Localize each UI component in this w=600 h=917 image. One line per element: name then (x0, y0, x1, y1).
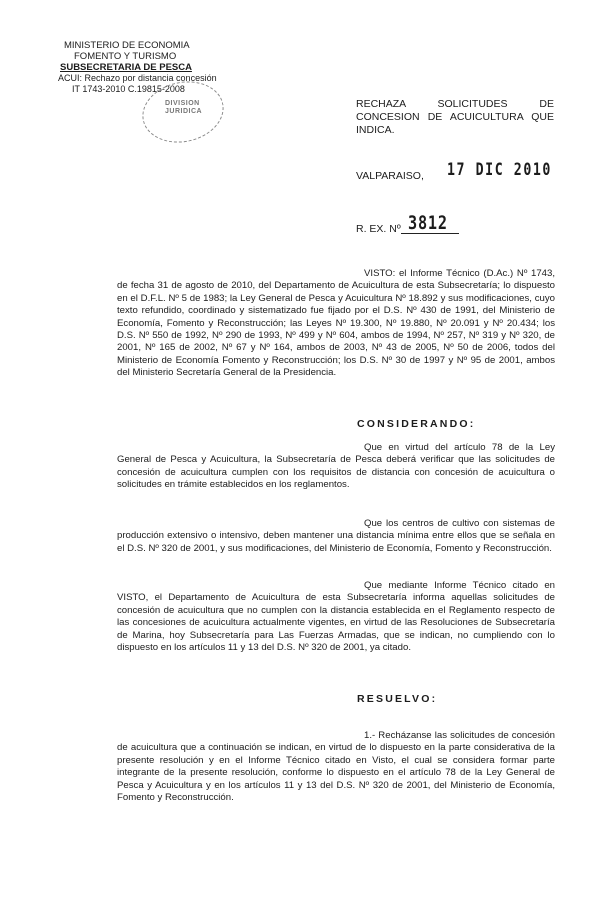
considerando-paragraph-2: Que los centros de cultivo con sistemas de producción extensivo o intensivo, deben mantener una distancia mínima entre ellos que se señala en el D.S. Nº 320 de 2001, y sus modificaciones, del Ministerio de Economía, Fomento y Reconstrucción. (117, 518, 555, 554)
title-line-3: INDICA. (356, 124, 395, 136)
report-reference: IT 1743-2010 C.19815-2008 (72, 84, 185, 94)
ministry-name: MINISTERIO DE ECONOMIA (64, 40, 190, 51)
place-label: VALPARAISO, (356, 170, 424, 182)
considerando-heading: CONSIDERANDO: (357, 418, 476, 430)
stamp-label: DIVISION JURIDICA (165, 100, 203, 115)
resolution-title (356, 98, 554, 137)
ministry-subtitle: FOMENTO Y TURISMO (74, 51, 177, 62)
resolution-number-label: R. EX. Nº (356, 223, 401, 235)
resuelvo-heading: RESUELVO: (357, 693, 438, 705)
date-stamp: 17 DIC 2010 (447, 160, 552, 180)
visto-paragraph: VISTO: el Informe Técnico (D.Ac.) Nº 1743, de fecha 31 de agosto de 2010, del Departamento de Acuicultura de esta Subsecretaría; lo dispuesto en el D.F.L. Nº 5 de 1983; la Ley General de Pesca y Acuicultura Nº 18.892 y sus modificaciones, cuyo texto refundido, coordinado y sistematizado fue fijado por el D.S. Nº 430 de 1991, del Ministerio de Economía, Fomento y Reconstrucción; las Leyes Nº 19.300, Nº 19.880, Nº 20.091 y Nº 20.434; los D.S. Nº 550 de 1992, Nº 290 de 1993, Nº 499 y Nº 604, ambos de 1994, Nº 257, Nº 319 y Nº 320, de 2001, Nº 165 de 2002, Nº 67 y Nº 164, ambos de 2003, Nº 43 de 2005, Nº 50 de 2006, todos del Ministerio de Economía Fomento y Reconstrucción; los D.S. Nº 30 de 1997 y Nº 95 de 2001, ambos del Ministerio Secretaría General de la Presidencia. (117, 268, 555, 379)
resuelvo-paragraph-1: 1.- Recházanse las solicitudes de concesión de acuicultura que a continuación se indican, en virtud de lo dispuesto en la parte considerativa de la presente resolución y en el Informe Técnico citado en Visto, el cual se considera formar parte integrante de la presente resolución, conforme lo dispuesto en el artículo 78 de la Ley General de Pesca y Acuicultura y en los artículos 11 y 13 del D.S. Nº 320 de 2001, del Ministerio de Economía, Fomento y Reconstrucción. (117, 730, 555, 804)
file-reference: ACUI: Rechazo por distancia concesión (58, 73, 217, 83)
undersecretariat-name: SUBSECRETARIA DE PESCA (60, 62, 192, 73)
considerando-paragraph-1: Que en virtud del artículo 78 de la Ley General de Pesca y Acuicultura, la Subsecretaría de Pesca deberá verificar que las solicitudes de concesión de acuicultura cumplen con los requisitos de distancia con concesión de acuicultura o solicitudes en trámite establecidos en los reglamentos. (117, 442, 555, 491)
considerando-paragraph-3: Que mediante Informe Técnico citado en VISTO, el Departamento de Acuicultura de esta Subsecretaría informa aquellas solicitudes de concesión de acuicultura que no cumplen con la distancia establecida en el Reglamento respecto de las concesiones de acuicultura actualmente vigentes, en virtud de las Resoluciones de Subsecretaría de Marina, hoy Subsecretaría para Las Fuerzas Armadas, que se indican, no cumpliendo con lo dispuesto en los artículos 11 y 13 del D.S. Nº 320 de 2001, ya citado. (117, 580, 555, 654)
resolution-number: 3812 (408, 212, 448, 234)
title-line-2: CONCESION DE ACUICULTURA QUE (356, 111, 554, 123)
title-line-1: RECHAZA SOLICITUDES DE (356, 98, 554, 110)
